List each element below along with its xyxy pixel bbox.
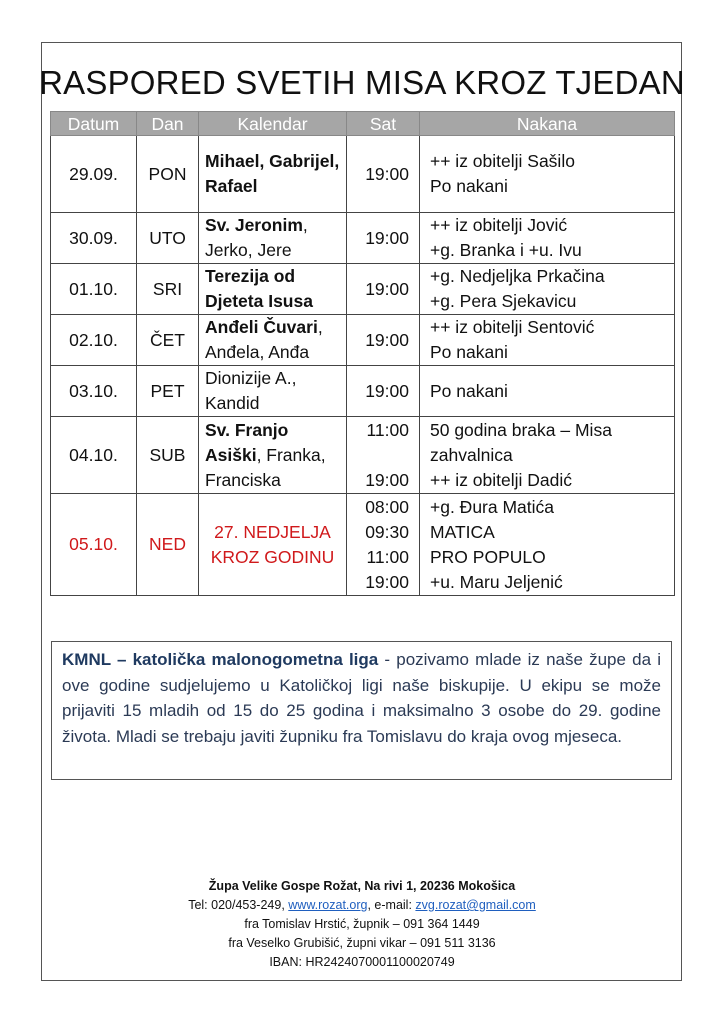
intention-cell [420, 494, 675, 596]
header-kalendar: Kalendar [199, 112, 347, 136]
date: 03.10. [69, 380, 118, 401]
mass-time: 09:30 [365, 521, 409, 542]
mass-time: 19:00 [365, 380, 409, 401]
header-nakana: Nakana [420, 112, 675, 136]
contact-line [0, 896, 724, 915]
table-row [51, 315, 675, 366]
parish-address: Župa Velike Gospe Rožat, Na rivi 1, 20236 Mokošica [208, 879, 516, 893]
mass-time: 19:00 [365, 278, 409, 299]
time-cell [347, 136, 420, 213]
saint-name: Dionizije A., Kandid [205, 368, 297, 413]
time-cell [347, 213, 420, 264]
calendar-cell [199, 136, 347, 213]
mass-intention: Po nakani [430, 380, 508, 401]
table-row [51, 494, 675, 596]
intention-cell [420, 417, 675, 494]
mass-intention: +g. Branka i +u. Ivu [430, 240, 582, 260]
mass-intention: +g. Đura Matića [430, 496, 555, 517]
mass-time [353, 443, 409, 468]
mass-intention: +g. Nedjeljka Prkačina [430, 266, 605, 286]
intention-cell [420, 366, 675, 417]
pastor-contact: fra Tomislav Hrstić, župnik – 091 364 1449 [244, 917, 480, 931]
saint-name: 27. NEDJELJA KROZ GODINU [210, 521, 335, 567]
header-dan: Dan [137, 112, 199, 136]
table-row [51, 136, 675, 213]
email-link[interactable]: zvg.rozat@gmail.com [415, 898, 536, 912]
mass-intention: Po nakani [430, 342, 508, 362]
table-row [51, 417, 675, 494]
date-cell [51, 264, 137, 315]
notice-body: - pozivamo mlade iz naše župe da i ove godine sudjelujemo u Katoličkoj ligi naše biskupije. U ekipu se može prijaviti 15 mladih od 15 do 25 godina i maksimalno 3 osobe do 29. godine života. Mladi se trebaju javiti župniku fra Tomislavu do kraja ovog mjeseca. [62, 650, 661, 746]
day: NED [149, 534, 186, 554]
date: 05.10. [69, 534, 118, 554]
day-cell [137, 315, 199, 366]
mass-time: 08:00 [365, 496, 409, 517]
mass-time: 19:00 [365, 329, 409, 350]
mass-time: 19:00 [365, 227, 409, 248]
iban: IBAN: HR2424070001100020749 [269, 955, 455, 969]
mass-intention: MATICA [430, 521, 495, 542]
intention-cell [420, 264, 675, 315]
mass-time: 19:00 [365, 163, 409, 184]
date: 02.10. [69, 329, 118, 350]
saint-name: Sv. Jeronim [205, 215, 303, 235]
mass-time: 19:00 [365, 469, 409, 490]
day-cell [137, 136, 199, 213]
website-link[interactable]: www.rozat.org [288, 898, 368, 912]
date-cell [51, 494, 137, 596]
header-datum: Datum [51, 112, 137, 136]
calendar-cell [199, 494, 347, 596]
day: SUB [149, 444, 186, 465]
calendar-cell [199, 417, 347, 494]
calendar-cell [199, 315, 347, 366]
table-row [51, 264, 675, 315]
date-cell [51, 417, 137, 494]
kmnl-notice [51, 641, 672, 780]
day: PON [148, 163, 187, 184]
day-cell [137, 494, 199, 596]
date-cell [51, 136, 137, 213]
vicar-contact: fra Veselko Grubišić, župni vikar – 091 511 3136 [228, 936, 496, 950]
mass-intention: Po nakani [430, 176, 508, 196]
mass-intention: ++ iz obitelji Sentović [430, 317, 595, 337]
saint-name: Mihael, Gabrijel, Rafael [205, 151, 340, 196]
mass-intention: PRO POPULO [430, 546, 546, 567]
mass-intention: ++ iz obitelji Sašilo [430, 151, 575, 171]
header-sat: Sat [347, 112, 420, 136]
email-label: , e-mail: [367, 898, 416, 912]
table-row [51, 366, 675, 417]
mass-time: 11:00 [366, 419, 409, 440]
day-cell [137, 417, 199, 494]
day: ČET [150, 329, 185, 350]
saint-name: Sv. Franjo Asiški [205, 419, 289, 465]
intention-cell [420, 315, 675, 366]
calendar-cell [199, 366, 347, 417]
date: 29.09. [69, 163, 118, 184]
saint-name: , Anđela, Anđa [205, 317, 323, 362]
day: PET [150, 380, 185, 401]
time-cell [347, 264, 420, 315]
time-cell [347, 315, 420, 366]
time-cell [347, 366, 420, 417]
mass-intention: +u. Maru Jeljenić [430, 571, 563, 592]
saint-name: , Franka, Franciska [205, 444, 326, 490]
time-cell [347, 494, 420, 596]
date-cell [51, 213, 137, 264]
day: UTO [149, 227, 186, 248]
mass-intention: +g. Pera Sjekavicu [430, 291, 577, 311]
parish-footer [0, 877, 724, 972]
mass-time: 11:00 [366, 546, 409, 567]
calendar-cell [199, 213, 347, 264]
date: 30.09. [69, 227, 118, 248]
day: SRI [152, 278, 183, 299]
date-cell [51, 366, 137, 417]
saint-name: Terezija od Djeteta Isusa [205, 266, 313, 311]
table-row [51, 213, 675, 264]
date: 01.10. [69, 278, 118, 299]
table-header-row [51, 112, 675, 136]
day-cell [137, 366, 199, 417]
mass-intention: ++ iz obitelji Jović [430, 215, 568, 235]
mass-intention: ++ iz obitelji Dadić [430, 469, 573, 490]
intention-cell [420, 136, 675, 213]
mass-intention: 50 godina braka – Misa zahvalnica [430, 419, 612, 465]
calendar-cell [199, 264, 347, 315]
mass-schedule-table [50, 111, 675, 596]
phone: Tel: 020/453-249, [188, 898, 289, 912]
saint-name: Anđeli Čuvari [205, 317, 318, 337]
saint-name: , Jerko, Jere [205, 215, 308, 260]
date-cell [51, 315, 137, 366]
notice-heading: KMNL – katolička malonogometna liga [62, 650, 379, 669]
page-title: RASPORED SVETIH MISA KROZ TJEDAN [39, 64, 685, 101]
intention-cell [420, 213, 675, 264]
day-cell [137, 264, 199, 315]
day-cell [137, 213, 199, 264]
mass-time: 19:00 [365, 571, 409, 592]
time-cell [347, 417, 420, 494]
table-body [51, 136, 675, 596]
date: 04.10. [69, 444, 118, 465]
